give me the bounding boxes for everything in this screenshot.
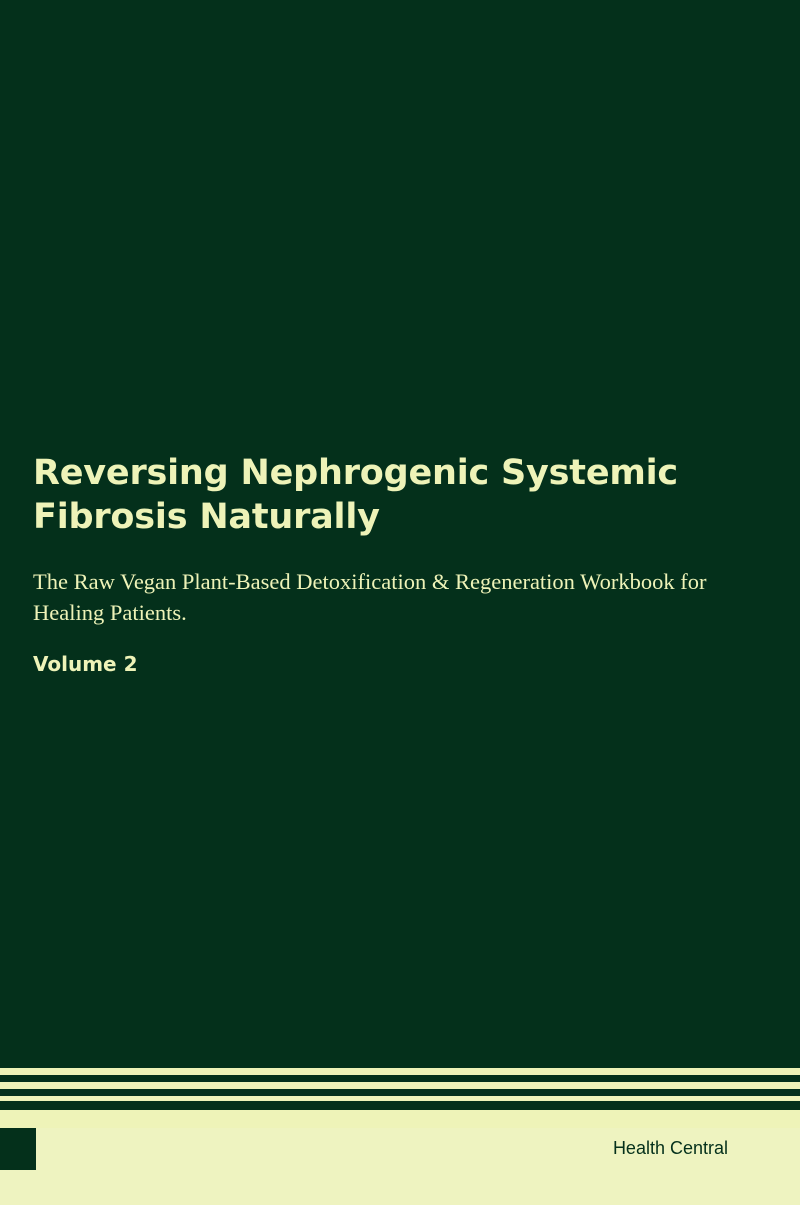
page-title: Reversing Nephrogenic Systemic Fibrosis Naturally xyxy=(33,453,678,537)
cover-footer xyxy=(0,1128,800,1205)
stripe-2 xyxy=(0,1082,800,1089)
stripe-1 xyxy=(0,1068,800,1075)
cover-subtitle: The Raw Vegan Plant-Based Detoxification & Regeneration Workbook for Healing Patients. xyxy=(33,568,707,625)
stripe-4 xyxy=(0,1110,800,1128)
stripe-3 xyxy=(0,1096,800,1101)
footer-accent-block xyxy=(0,1128,36,1170)
cover-volume: Volume 2 xyxy=(33,651,138,676)
decorative-stripes xyxy=(0,1068,800,1128)
publisher-name: Health Central xyxy=(612,1138,728,1158)
cover-title-block xyxy=(33,452,733,676)
